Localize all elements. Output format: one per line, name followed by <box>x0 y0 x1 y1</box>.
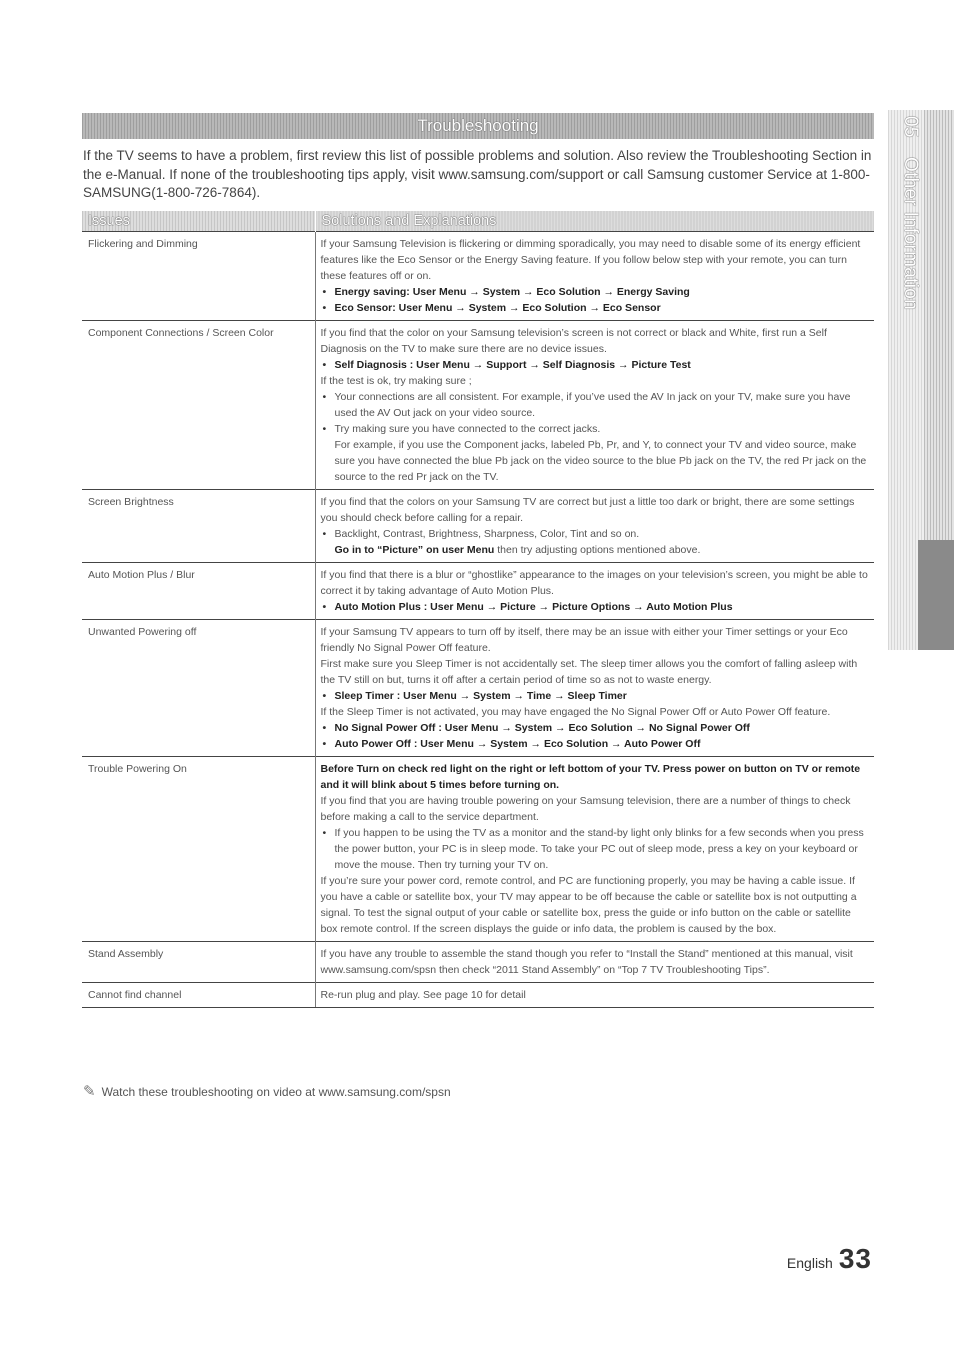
solution-text: If you’re sure your power cord, remote control, and PC are functioning properly, you may be having a cable issue. If you have a cable or satellite box, your TV may appear to be off because the cable or satellite box is not outputting a signal. To test the signal output of your cable or satellite box, press the guide or info button on the cable or satellite box remote control. If the screen displays the guide or info data, the problem is caused by the box. <box>320 875 857 935</box>
issue-cell: Stand Assembly <box>82 942 315 983</box>
solution-text: If the test is ok, try making sure ; <box>320 375 472 387</box>
table-row <box>82 232 874 321</box>
table-row <box>82 983 874 1008</box>
header-issues: Issues <box>82 211 315 232</box>
table-row <box>82 942 874 983</box>
table-row <box>82 757 874 942</box>
issue-cell: Component Connections / Screen Color <box>82 321 315 490</box>
table-row <box>82 563 874 620</box>
solution-text: If you find that you are having trouble powering on your Samsung television, there are a number of things to check before making a call to the service department. <box>320 795 851 823</box>
menu-path-bullet: • Energy saving: User Menu → System → Eco Solution → Energy Saving <box>321 284 869 300</box>
bullet-item: • Backlight, Contrast, Brightness, Sharpness, Color, Tint and so on. <box>321 526 869 542</box>
solution-text: If you find that there is a blur or “ghostlike” appearance to the images on your television’s screen, you might be able to correct it by taking advantage of Auto Motion Plus. <box>320 569 868 597</box>
menu-path-bullet: • Auto Power Off : User Menu → System → Eco Solution → Auto Power Off <box>321 736 869 752</box>
bullet-item: • Try making sure you have connected to the correct jacks. <box>321 421 869 437</box>
title-bar <box>82 113 874 139</box>
page-footer <box>787 1243 872 1275</box>
menu-path-bullet: • Self Diagnosis : User Menu → Support → Self Diagnosis → Picture Test <box>321 357 869 373</box>
solution-cell <box>315 942 874 983</box>
solution-cell <box>315 490 874 563</box>
solution-step-text: then try adjusting options mentioned above. <box>494 544 701 556</box>
solution-step <box>321 542 869 558</box>
table-header-row <box>82 211 874 232</box>
footnote-text: Watch these troubleshooting on video at www.samsung.com/spsn <box>101 1085 451 1099</box>
bullet-item: • If you happen to be using the TV as a monitor and the stand-by light only blinks for a few seconds when you press the power button, your PC is in sleep mode. To take your PC out of sleep mode, press a key on your keyboard or move the mouse. Then try turning your TV on. <box>321 825 869 873</box>
solution-cell <box>315 983 874 1008</box>
table-row <box>82 620 874 757</box>
intro-paragraph: If the TV seems to have a problem, first review this list of possible problems and solution. Also review the Troubleshooting Section in the e-Manual. If none of the troubleshooting tips apply, visit www.samsung.com/support or call Samsung customer Service at 1-800-SAMSUNG(1-800-726-7864). <box>83 148 872 200</box>
troubleshooting-table <box>82 211 874 1008</box>
solution-text: First make sure you Sleep Timer is not accidentally set. The sleep timer allows you the comfort of falling asleep with the TV still on but, turns it off after a certain period of time so as not to waste energy. <box>320 658 858 686</box>
side-tab-label <box>891 116 921 416</box>
solution-cell <box>315 321 874 490</box>
header-solutions: Solutions and Explanations <box>315 211 874 232</box>
solution-cell <box>315 757 874 942</box>
solution-text-bold: Before Turn on check red light on the right or left bottom of your TV. Press power on button on TV or remote and it will blink about 5 times before turning on. <box>320 763 861 791</box>
solution-text: If your Samsung TV appears to turn off by itself, there may be an issue with either your Timer settings or your Eco friendly No Signal Power Off feature. <box>320 626 848 654</box>
side-tab-marker <box>918 540 954 650</box>
issue-cell: Trouble Powering On <box>82 757 315 942</box>
menu-path-bullet: • No Signal Power Off : User Menu → System → Eco Solution → No Signal Power Off <box>321 720 869 736</box>
solution-text: If you find that the colors on your Samsung TV are correct but just a little too dark or bright, there are some settings you should check before calling for a repair. <box>320 496 855 524</box>
page-number: 33 <box>838 1243 872 1274</box>
side-tab-shade <box>924 110 954 540</box>
solution-cell <box>315 232 874 321</box>
table-body <box>82 232 874 1008</box>
side-tab-section: Other Information <box>900 157 921 311</box>
issue-cell: Flickering and Dimming <box>82 232 315 321</box>
issue-cell: Auto Motion Plus / Blur <box>82 563 315 620</box>
indented-text: For example, if you use the Component jacks, labeled Pb, Pr, and Y, to connect your TV and video source, make sure you have connected the blue Pb jack on the video source to the blue Pb jack on the TV, the red Pr jack on the source to the red Pr jack on the TV. <box>334 439 867 483</box>
menu-path-bullet: • Eco Sensor: User Menu → System → Eco Solution → Eco Sensor <box>321 300 869 316</box>
solution-step-bold: Go in to “Picture” on user Menu <box>334 544 495 556</box>
solution-cell <box>315 563 874 620</box>
issue-cell: Screen Brightness <box>82 490 315 563</box>
footnote <box>83 1082 451 1100</box>
note-pencil-icon: ✎ <box>83 1083 96 1100</box>
page-title: Troubleshooting <box>417 116 539 135</box>
issue-cell: Unwanted Powering off <box>82 620 315 757</box>
menu-path-bullet: • Auto Motion Plus : User Menu → Picture → Picture Options → Auto Motion Plus <box>321 599 869 615</box>
solution-text: If you find that the color on your Samsung television’s screen is not correct or black and White, first run a Self Diagnosis on the TV to make sure there are no device issues. <box>320 327 827 355</box>
solution-text: If your Samsung Television is flickering or dimming sporadically, you may need to disable some of its energy efficient features like the Eco Sensor or the Energy Saving feature. If you follow below step with your remote, you can turn these features off or on. <box>320 238 861 282</box>
solution-text: If you have any trouble to assemble the stand though you refer to “Install the Stand” mentioned at this manual, visit www.samsung.com/spsn then check “2011 Stand Assembly” on “Top 7 TV Troubleshooting Tips”. <box>320 948 853 976</box>
footer-language: English <box>786 1255 833 1271</box>
bullet-item: • Your connections are all consistent. For example, if you’ve used the AV In jack on your TV, make sure you have used the AV Out jack on your video source. <box>321 389 869 421</box>
issue-cell: Cannot find channel <box>82 983 315 1008</box>
solution-text: Re-run plug and play. See page 10 for detail <box>320 989 526 1001</box>
side-tab-number: 05 <box>900 116 921 138</box>
table-row <box>82 490 874 563</box>
solution-text: If the Sleep Timer is not activated, you may have engaged the No Signal Power Off or Auto Power Off feature. <box>320 706 831 718</box>
menu-path-bullet: • Sleep Timer : User Menu → System → Time → Sleep Timer <box>321 688 869 704</box>
solution-cell <box>315 620 874 757</box>
table-row <box>82 321 874 490</box>
